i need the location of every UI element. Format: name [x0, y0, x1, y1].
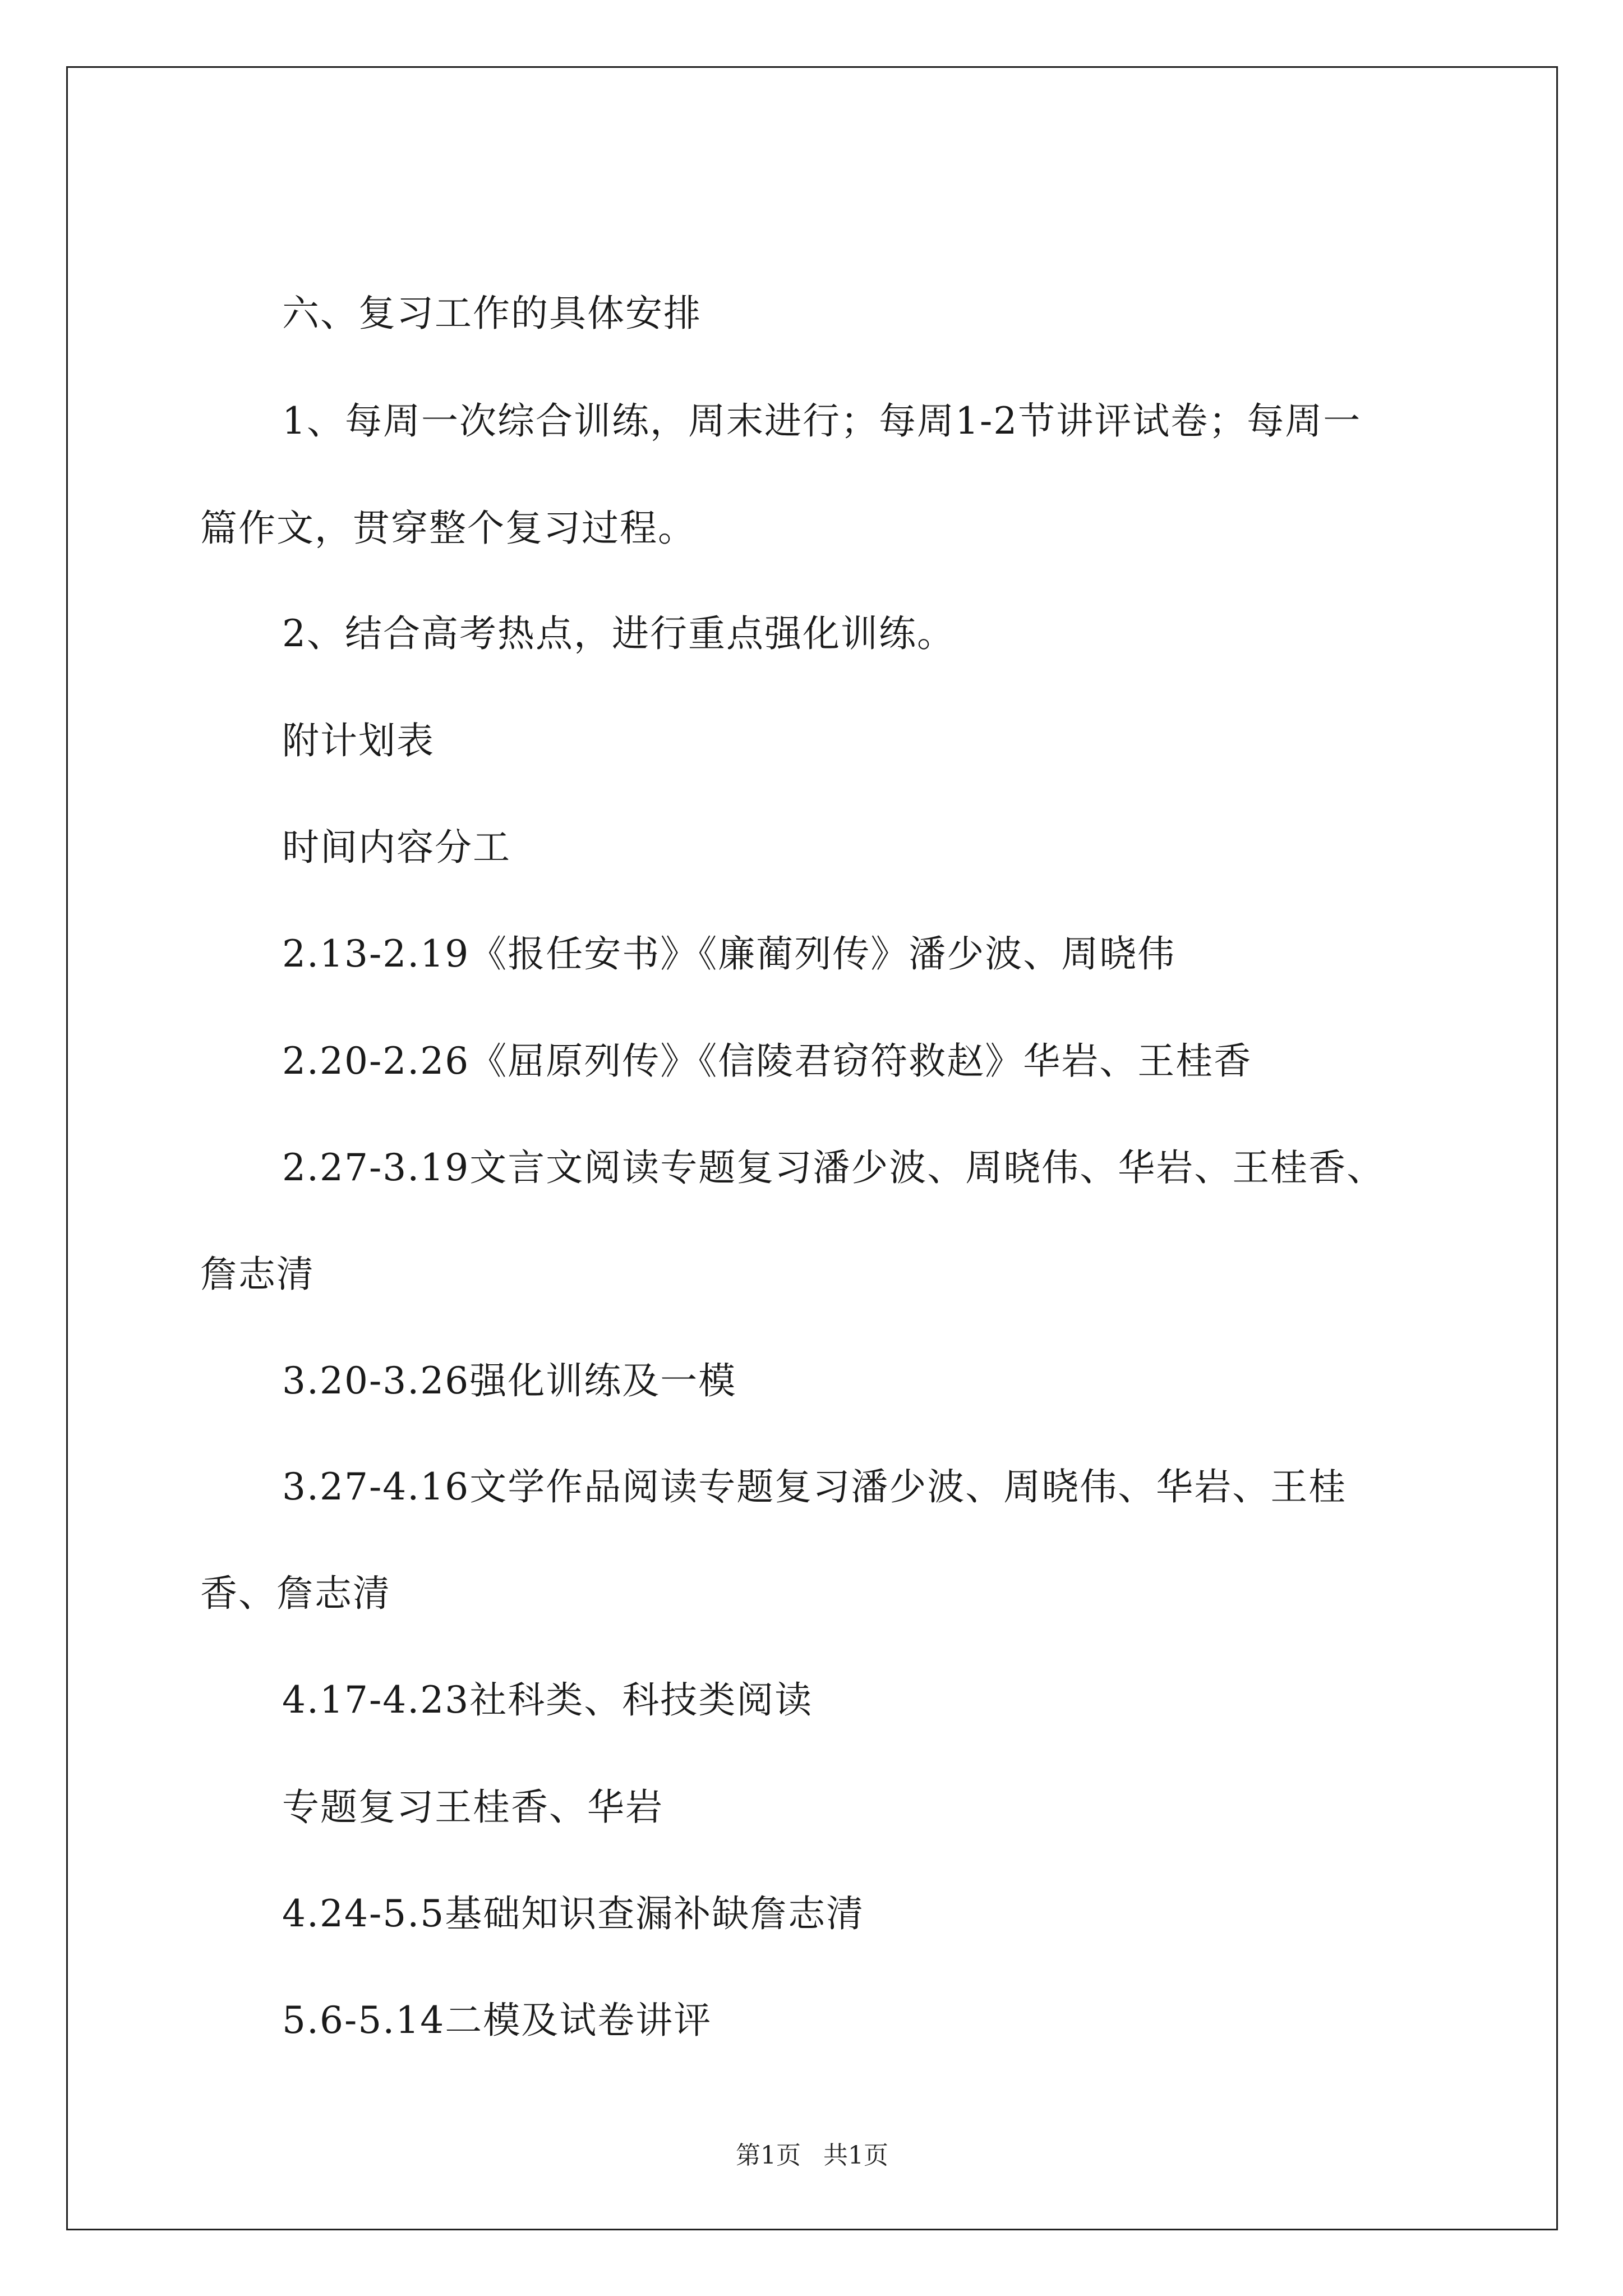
page-count: 共1页 — [823, 2141, 888, 2170]
document-body — [68, 68, 1556, 2229]
schedule-line: 2.27-3.19文言文阅读专题复习潘少波、周晓伟、华岩、王桂香、 — [282, 1146, 1385, 1189]
schedule-line: 4.17-4.23社科类、科技类阅读 — [282, 1678, 813, 1722]
paragraph-line: 2、结合高考热点，进行重点强化训练。 — [282, 612, 955, 655]
schedule-line: 3.27-4.16文学作品阅读专题复习潘少波、周晓伟、华岩、王桂 — [282, 1465, 1347, 1508]
schedule-line-continued: 詹志清 — [200, 1253, 315, 1296]
table-caption: 附计划表 — [282, 719, 435, 762]
section-heading: 六、复习工作的具体安排 — [282, 292, 702, 335]
table-header-line: 时间内容分工 — [282, 826, 511, 869]
schedule-line: 2.20-2.26《屈原列传》《信陵君窃符救赵》华岩、王桂香 — [282, 1039, 1252, 1083]
page-footer — [68, 2143, 1556, 2168]
page-number: 第1页 — [736, 2141, 801, 2170]
schedule-line: 5.6-5.14二模及试卷讲评 — [282, 1999, 712, 2042]
schedule-line: 3.20-3.26强化训练及一模 — [282, 1359, 737, 1402]
schedule-line: 专题复习王桂香、华岩 — [282, 1786, 663, 1829]
paragraph-line: 1、每周一次综合训练，周末进行；每周1-2节讲评试卷；每周一 — [282, 399, 1362, 443]
schedule-line: 4.24-5.5基础知识查漏补缺詹志清 — [282, 1892, 865, 1935]
schedule-line: 2.13-2.19《报任安书》《廉蔺列传》潘少波、周晓伟 — [282, 932, 1176, 976]
schedule-line-continued: 香、詹志清 — [200, 1572, 391, 1615]
page-frame — [66, 66, 1558, 2230]
paragraph-line: 篇作文，贯穿整个复习过程。 — [200, 507, 696, 550]
